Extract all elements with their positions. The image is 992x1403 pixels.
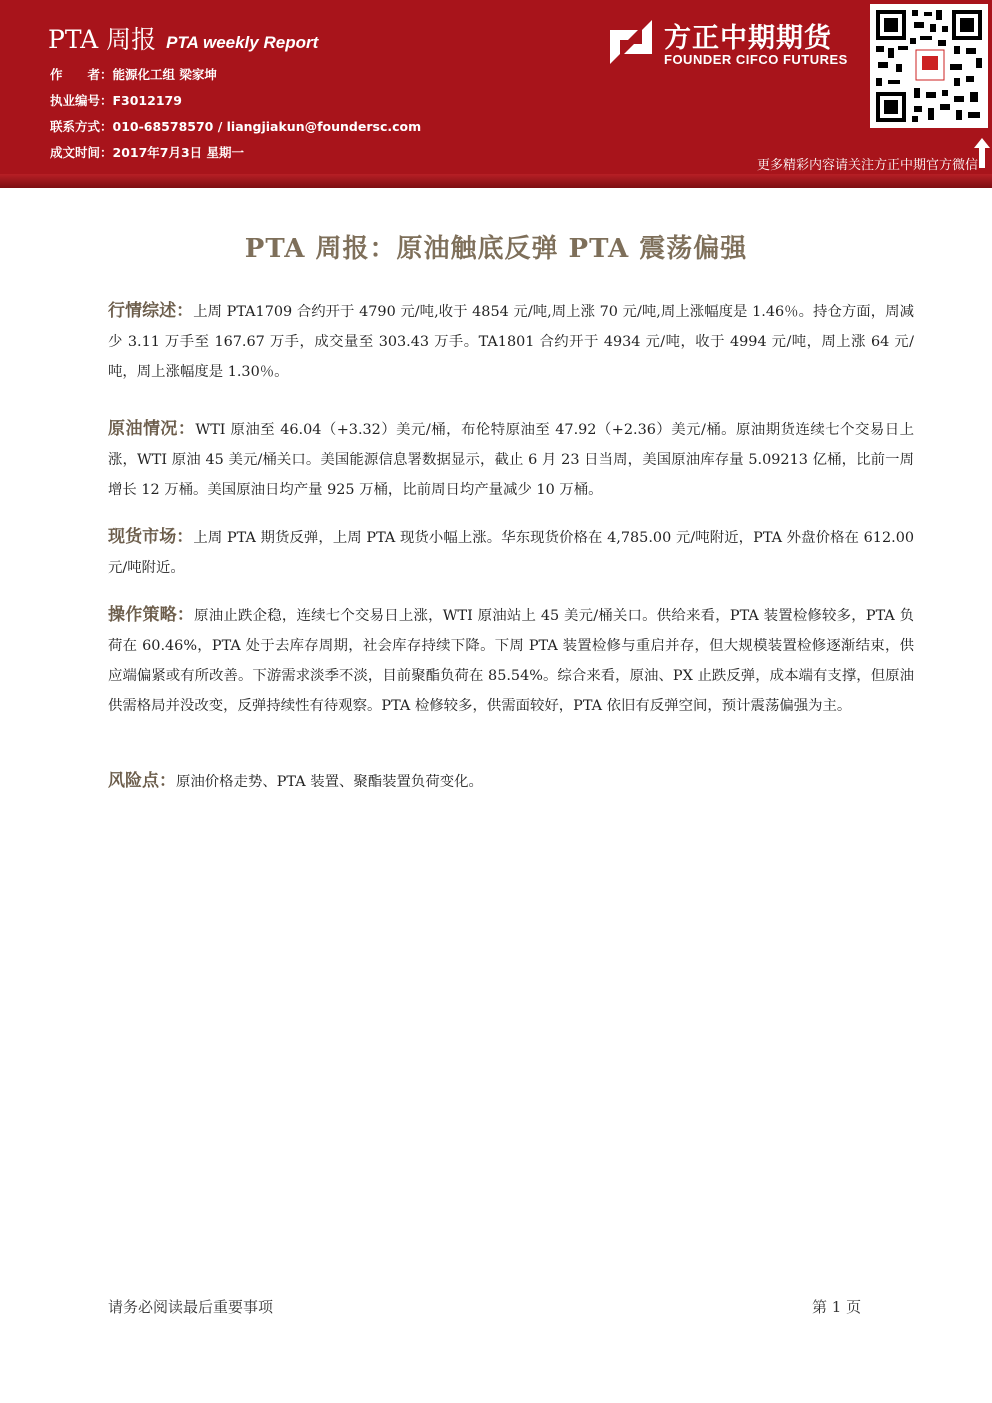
section-crude-oil [108,414,914,505]
logo-text-cn: 方正中期期货 [664,23,832,54]
section-risk [108,766,914,797]
footer-notice: 请务必阅读最后重要事项 [108,1298,274,1316]
qr-code-icon [870,4,988,128]
section-spot-market [108,522,914,583]
page-number: 第 1 页 [812,1298,862,1316]
wechat-note: 更多精彩内容请关注方正中期官方微信 [756,158,978,173]
header-bottom-strip [0,174,992,188]
report-title-en: PTA weekly Report [166,33,319,52]
report-meta [50,66,421,170]
section-text: 原油价格走势、PTA 装置、聚酯装置负荷变化。 [176,774,483,790]
section-market-review [108,296,914,387]
section-label: 原油情况： [108,419,196,439]
section-label: 风险点： [108,771,176,791]
section-text: 上周 PTA1709 合约开于 4790 元/吨,收于 4854 元/吨,周上涨 70 元/吨,周上涨幅度是 1.46％。持仓方面，周减少 3.11 万手至 167.67 万手，成交量至 303.43 万手。TA1801 合约开于 4934 元/吨，收于 4994 元/吨，周上涨 64 元/吨，周上涨幅度是 1.30％。 [108,304,914,380]
section-text: 上周 PTA 期货反弹，上周 PTA 现货小幅上涨。华东现货价格在 4,785.00 元/吨附近，PTA 外盘价格在 612.00 元/吨附近。 [108,530,915,576]
header-banner [0,0,992,174]
date-line: 成文时间：2017年7月3日 星期一 [50,145,245,160]
contact-line: 联系方式：010-68578570 / liangjiakun@foundersc.com [50,119,422,134]
section-strategy [108,600,914,721]
section-label: 行情综述： [108,301,194,321]
company-logo-icon [608,20,654,64]
license-line: 执业编号：F3012179 [50,93,182,108]
document-title: PTA 周报：原油触底反弹 PTA 震荡偏强 [244,234,748,264]
section-label: 操作策略： [108,605,195,625]
author-line: 作 者：能源化工组 梁家坤 [50,67,217,82]
report-title-cn: PTA 周报 [48,25,157,54]
section-label: 现货市场： [108,527,194,547]
section-text: 原油止跌企稳，连续七个交易日上涨，WTI 原油站上 45 美元/桶关口。供给来看，PTA 装置检修较多，PTA 负荷在 60.46%，PTA 处于去库存周期，社会库存持续下降。下周 PTA 装置检修与重启并存，但大规模装置检修逐渐结束，供应端偏紧或有所改善。下游需求淡季不淡，目前聚酯负荷在 85.54%。综合来看，原油、PX 止跌反弹，成本端有支撑，但原油供需格局并没改变，反弹持续性有待观察。PTA 检修较多，供需面较好，PTA 依旧有反弹空间，预计震荡偏强为主。 [108,608,914,714]
report-title [48,20,318,56]
section-text: WTI 原油至 46.04（+3.32）美元/桶，布伦特原油至 47.92（+2.36）美元/桶。原油期货连续七个交易日上涨，WTI 原油 45 美元/桶关口。美国能源信息署数据显示，截止 6 月 23 日当周，美国原油库存量 5.09213 亿桶，比前一周增长 12 万桶。美国原油日均产量 925 万桶，比前周日均产量减少 10 万桶。 [108,422,915,498]
logo-text-en: FOUNDER CIFCO FUTURES [664,52,848,67]
company-logo [608,18,866,70]
